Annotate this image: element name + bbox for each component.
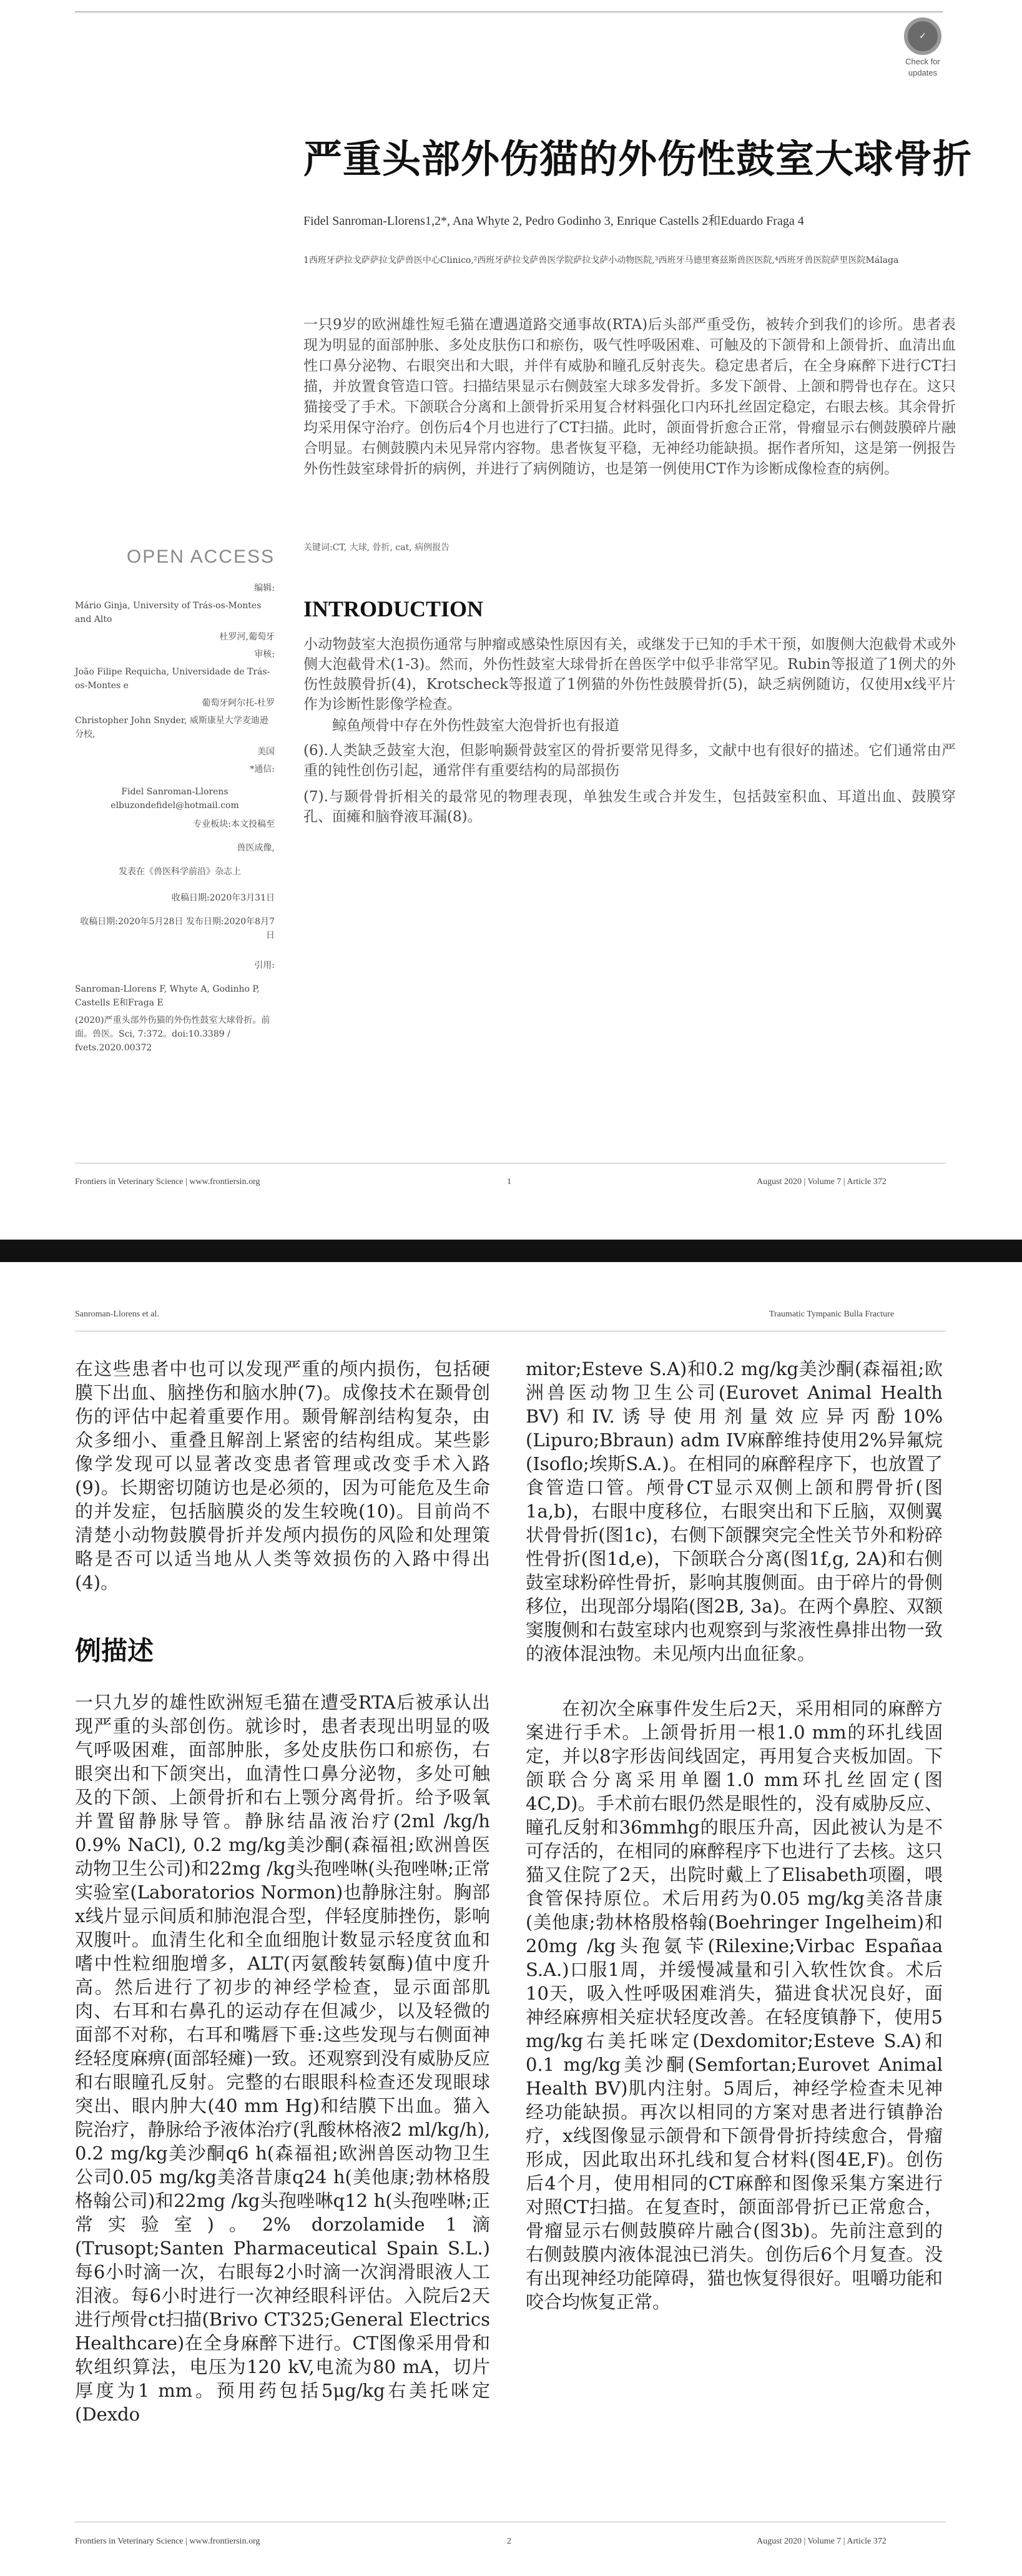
sidebar-correspondence-label: *通信: (250, 764, 275, 774)
sidebar-received-date: 收稿日期:2020年3月31日 (171, 893, 275, 903)
sidebar-editor-label: 编辑: (254, 583, 275, 593)
page-separator (0, 1240, 1022, 1262)
check-for-updates-badge[interactable] (899, 17, 946, 77)
open-access-label: OPEN ACCESS (126, 546, 275, 567)
sidebar-accepted-published: 收稿日期:2020年5月28日 发布日期:2020年8月7日 (80, 917, 275, 940)
check-for-updates-icon: ✓ (904, 17, 941, 55)
sidebar-citation-authors: Sanroman-Llorens F, Whyte A, Godinho P, Castells E和Fraga E (75, 984, 260, 1008)
footer-page-number: 1 (507, 1177, 511, 1187)
footer-issue-2: August 2020 | Volume 7 | Article 372 (757, 2537, 887, 2546)
sidebar-reviewer-label: 审核: (254, 649, 275, 659)
sidebar-citation-label: 引用: (254, 960, 275, 970)
abstract: 一只9岁的欧洲雄性短毛猫在遭遇道路交通事故(RTA)后头部严重受伤，被转介到我们的诊所。患者表现为明显的面部肿胀、多处皮肤伤口和瘀伤，吸气性呼吸困难、可触及的下颌骨和上颌骨折、血清出血性口鼻分泌物、右眼突出和大眼，并伴有威胁和瞳孔反射丧失。稳定患者后，在全身麻醉下进行CT扫描，并放置食管造口管。扫描结果显示右侧鼓室大球多发骨折。多发下颌骨、上颌和腭骨也存在。这只猫接受了手术。下颌联合分离和上颌骨折采用复合材料强化口内环扎丝固定稳定，右眼去核。其余骨折均采用保守治疗。创伤后4个月也进行了CT扫描。此时，颌面骨折愈合正常，骨瘤显示右侧鼓膜碎片融合明显。右侧鼓膜内未见异常内容物。患者恢复平稳，无神经功能缺损。据作者所知，这是第一例报告外伤性鼓室球骨折的病例，并进行了病例随访，也是第一例使用CT作为诊断成像检查的病例。 (303, 317, 956, 477)
page-1 (0, 0, 1022, 1240)
page-2 (0, 1262, 1022, 2576)
top-rule (75, 11, 943, 12)
introduction-body (303, 634, 956, 827)
left-column-intro: 在这些患者中也可以发现严重的颅内损伤，包括硬膜下出血、脑挫伤和脑水肿(7)。成像技术在颞骨创伤的评估中起着重要作用。颞骨解剖结构复杂，由众多细小、重叠且解剖上紧密的结构组成。某些影像学发现可以显著改变患者管理或改变手术入路(9)。长期密切随访也是必须的，因为可能危及生命的并发症，包括脑膜炎的发生较晚(10)。目前尚不清楚小动物鼓膜骨折并发颅内损伤的风险和处理策略是否可以适当地从人类等效损伤的入路中得出(4)。 (75, 1358, 490, 1593)
sidebar-editor-country: 杜罗河,葡萄牙 (219, 632, 275, 642)
intro-paragraph-2: 鲸鱼颅骨中存在外伤性鼓室大泡骨折也有报道 (332, 718, 619, 734)
running-head-authors: Sanroman-Llorens et al. (75, 1310, 159, 1319)
footer-issue: August 2020 | Volume 7 | Article 372 (757, 1177, 887, 1187)
intro-paragraph-4: (7).与颞骨骨折相关的最常见的物理表现，单独发生或合并发生，包括鼓室积血、耳道出血、鼓膜穿孔、面瘫和脑脊液耳漏(8)。 (303, 789, 956, 825)
sidebar-correspondence-email[interactable]: Fidel Sanroman-Llorens elbuzondefidel@hotmail.com (111, 787, 239, 811)
footer-page-number-2: 2 (507, 2537, 511, 2546)
sidebar-reviewer-2: Christopher John Snyder, 威斯康星大学麦迪逊分校, (75, 716, 268, 739)
intro-paragraph-3: (6).人类缺乏鼓室大泡，但影响颞骨鼓室区的骨折要常见得多，文献中也有很好的描述。它们通常由严重的钝性创伤引起，通常伴有重要结构的局部损伤 (303, 743, 956, 779)
footer-journal: Frontiers in Veterinary Science | www.frontiersin.org (75, 1177, 260, 1187)
right-column-para-1: mitor;Esteve S.A)和0.2 mg/kg美沙酮(森福祖;欧洲兽医动物卫生公司(Eurovet Animal Health BV)和IV.诱导使用剂量效应异丙酚10% (Lipuro;Bbraun) adm IV麻醉维持使用2%异氟烷(Isoflo;埃斯S.A.)。在相同的麻醉程序下，也放置了食管造口管。颅骨CT显示双侧上颌和腭骨折(图1a,b)，右眼中度移位，右眼突出和下丘脑，双侧翼状骨骨折(图1c)，右侧下颌髁突完全性关节外和粉碎性骨折(图1d,e)，下颌联合分离(图1f,g, 2A)和右侧鼓室球粉碎性骨折，影响其腹侧面。由于碎片的骨侧移位，出现部分塌陷(图2B, 3a)。在两个鼻腔、双额窦腹侧和右鼓室球内也观察到与浆液性鼻排出物一致的液体混浊物。未见颅内出血征象。 (526, 1358, 943, 1664)
running-head-title: Traumatic Tympanic Bulla Fracture (769, 1310, 895, 1319)
author-list: Fidel Sanroman-Llorens1,2*, Ana Whyte 2, Pedro Godinho 3, Enrique Castells 2和Eduardo Fraga 4 (303, 214, 804, 228)
sidebar-specialty-label: 专业板块:本文投稿至 (193, 819, 275, 829)
article-info-sidebar (75, 546, 275, 1055)
sidebar-journal: 发表在《兽医科学前沿》杂志上 (119, 867, 241, 877)
right-column-para-2: 在初次全麻事件发生后2天，采用相同的麻醉方案进行手术。上颌骨折用一根1.0 mm的环扎线固定，并以8字形齿间线固定，再用复合夹板加固。下颌联合分离采用单圈1.0 mm环扎丝固定(图4C,D)。手术前右眼仍然是眼性的，没有威胁反应、瞳孔反射和36mmhg的眼压升高，因此被认为是不可存活的，在相同的麻醉程序下也进行了去核。这只猫又住院了2天，出院时戴上了Elisabeth项圈，喂食管保持原位。术后用药为0.05 mg/kg美洛昔康(美他康;勃林格殷格翰(Boehringer Ingelheim)和20mg /kg头孢氨苄(Rilexine;Virbac Españaa S.A.)口服1周，并缓慢减量和引入软性饮食。术后10天，吸入性呼吸困难消失，猫进食状况良好，面神经麻痹相关症状轻度改善。在轻度镇静下，使用5 mg/kg右美托咪定(Dexdomitor;Esteve S.A)和0.1 mg/kg美沙酮(Semfortan;Eurovet Animal Health BV)肌内注射。5周后，神经学检查未见神经功能缺损。再次以相同的方案对患者进行镇静治疗，x线图像显示颌骨和下颌骨骨折持续愈合，骨瘤形成，因此取出环扎线和复合材料(图4E,F)。创伤后4个月，使用相同的CT麻醉和图像采集方案进行对照CT扫描。在复查时，颌面部骨折已正常愈合，骨瘤显示右侧鼓膜碎片融合(图3b)。先前注意到的右侧鼓膜内液体混浊已消失。创伤后6个月复查。没有出现神经功能障碍，猫也恢复得很好。咀嚼功能和咬合均恢复正常。 (526, 1698, 943, 2312)
badge-caption-line2: updates (908, 68, 938, 77)
sidebar-reviewer-1-country: 葡萄牙阿尔托-杜罗 (202, 698, 275, 708)
left-column-case: 一只九岁的雄性欧洲短毛猫在遭受RTA后被承认出现严重的头部创伤。就诊时，患者表现出明显的吸气呼吸困难，面部肿胀，多处皮肤伤口和瘀伤，右眼突出和下颌突出，血清性口鼻分泌物，多处可触及的下颌、上颌骨折和右上颚分离骨折。给予吸氧并置留静脉导管。静脉结晶液治疗(2ml /kg/h 0.9% NaCl), 0.2 mg/kg美沙酮(森福祖;欧洲兽医动物卫生公司)和22mg /kg头孢唑啉(头孢唑啉;正常实验室(Laboratorios Normon)也静脉注射。胸部x线片显示间质和肺泡混合型，伴轻度肺挫伤，影响双腹叶。血清生化和全血细胞计数显示轻度贫血和嗜中性粒细胞增多，ALT(丙氨酸转氨酶)值中度升高。然后进行了初步的神经学检查，显示面部肌肉、右耳和右鼻孔的运动存在但减少，以及轻微的面部不对称，右耳和嘴唇下垂:这些发现与右侧面神经轻度麻痹(面部轻瘫)一致。还观察到没有威胁反应和右眼瞳孔反射。完整的右眼眼科检查还发现眼球突出、眼内肿大(40 mm Hg)和结膜下出血。猫入院治疗，静脉给予液体治疗(乳酸林格液2 ml/kg/h), 0.2 mg/kg美沙酮q6 h(森福祖;欧洲兽医动物卫生公司0.05 mg/kg美洛昔康q24 h(美他康;勃林格殷格翰公司)和22mg /kg头孢唑啉q12 h(头孢唑啉;正常实验室)。2% dorzolamide 1滴(Trusopt;Santen Pharmaceutical Spain S.L.)每6小时滴一次，右眼每2小时滴一次润滑眼液人工泪液。每6小时进行一次神经眼科评估。入院后2天进行颅骨ct扫描(Brivo CT325;General Electrics Healthcare)在全身麻醉下进行。CT图像采用骨和软组织算法，电压为120 kV,电流为80 mA，切片厚度为1 mm。预用药包括5μg/kg右美托咪定(Dexdo (75, 1692, 490, 2425)
affiliations: 1西班牙萨拉戈萨萨拉戈萨兽医中心Clinico,²西班牙萨拉戈萨兽医学院萨拉戈萨小动物医院,³西班牙马德里赛兹斯兽医医院,⁴西班牙兽医院萨里医院Málaga (303, 255, 899, 265)
case-description-heading: 例描述 (75, 1637, 154, 1666)
sidebar-reviewer-2-country: 美国 (257, 747, 275, 757)
sidebar-editor-name: Mário Ginja, University of Trás-os-Montes and Alto (75, 601, 262, 624)
article-title: 严重头部外伤猫的外伤性鼓室大球骨折 (303, 136, 973, 182)
sidebar-citation-text: (2020)严重头部外伤猫的外伤性鼓室大球骨折。前面。兽医。Sci, 7:372。doi:10.3389 / fvets.2020.00372 (75, 1015, 270, 1053)
sidebar-reviewer-1: João Filipe Requicha, Universidade de Trás-os-Montes e (75, 667, 270, 691)
footer-journal-2: Frontiers in Veterinary Science | www.frontiersin.org (75, 2537, 260, 2546)
intro-paragraph-1: 小动物鼓室大泡损伤通常与肿瘤或感染性原因有关，或继发于已知的手术干预，如腹侧大泡截骨术或外侧大泡截骨术(1-3)。然而，外伤性鼓室大球骨折在兽医学中似乎非常罕见。Rubin等报道了1例犬的外伤性鼓膜骨折(4)，Krotscheck等报道了1例猫的外伤性鼓膜骨折(5)，缺乏病例随访，仅使用x线平片作为诊断性影像学检查。 (303, 636, 956, 713)
keywords: 关键词:CT, 大球, 骨折, cat, 病例报告 (303, 543, 450, 553)
introduction-heading: INTRODUCTION (303, 596, 484, 621)
badge-caption-line1: Check for (905, 57, 940, 66)
sidebar-specialty-section: 兽医成像, (237, 843, 275, 853)
